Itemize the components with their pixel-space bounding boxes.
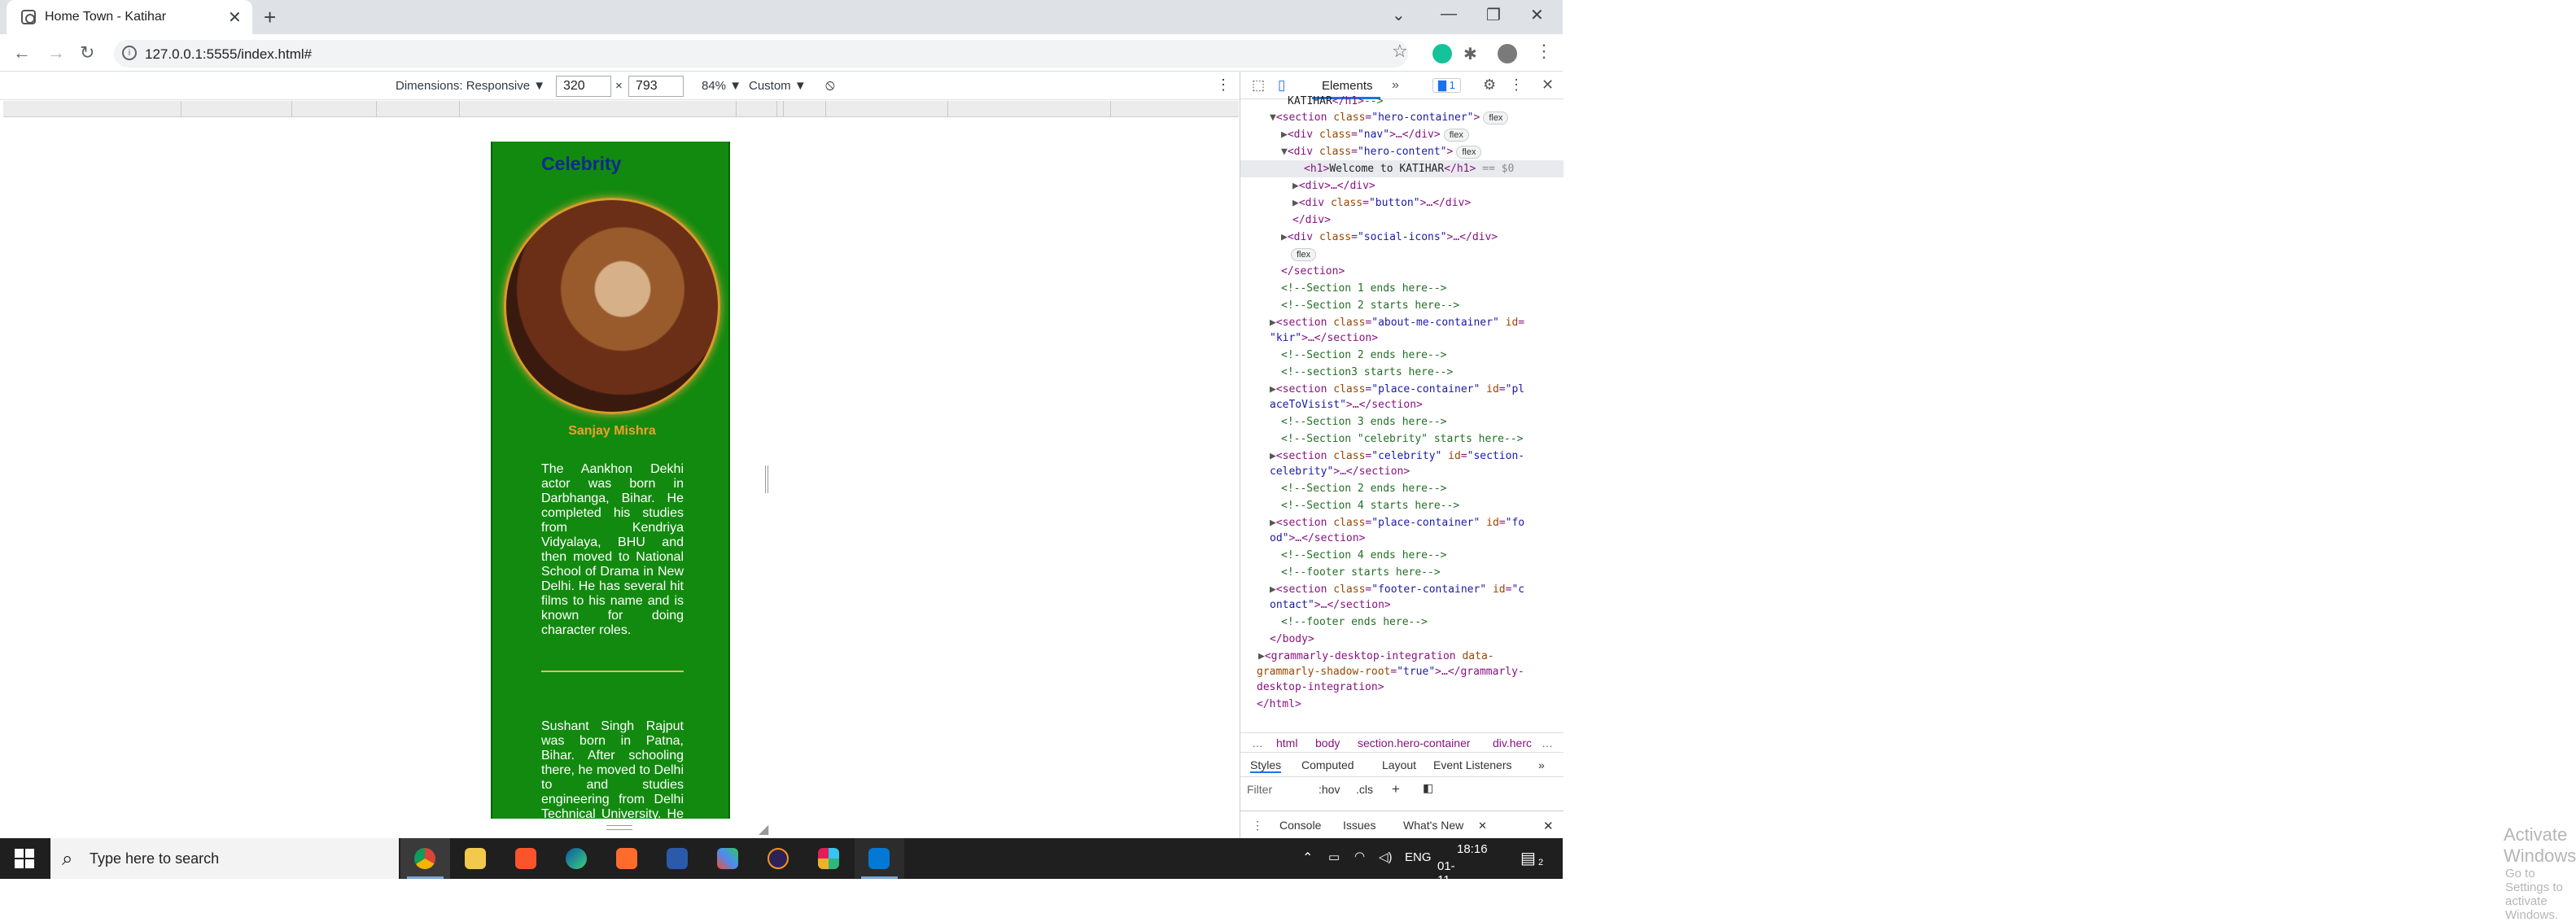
back-icon[interactable]: ← — [13, 42, 31, 63]
profile-avatar[interactable] — [1498, 44, 1517, 63]
viewport-resize-handle-right[interactable] — [765, 465, 768, 493]
computed-sidebar-toggle-icon[interactable]: ◧ — [1423, 781, 1434, 794]
tab-elements[interactable]: Elements — [1322, 79, 1373, 93]
tab-event-listeners[interactable]: Event Listeners — [1433, 758, 1512, 771]
dom-node[interactable]: ▶<div class="button">…</div> — [1292, 197, 1472, 209]
dom-node[interactable]: ▶<section class="place-container" id="pl — [1270, 383, 1525, 395]
settings-gear-icon[interactable]: ⚙ — [1483, 76, 1497, 93]
breadcrumb-item[interactable]: section.hero-container — [1358, 736, 1471, 749]
device-toggle-icon[interactable]: ▯ — [1278, 77, 1286, 93]
site-info-icon[interactable]: i — [122, 46, 137, 60]
dom-node[interactable]: </section> — [1281, 265, 1345, 277]
tab-whats-new[interactable]: What's New — [1403, 819, 1464, 832]
close-whats-new-icon[interactable]: ✕ — [1478, 819, 1487, 832]
dom-node[interactable]: </html> — [1257, 698, 1301, 710]
new-style-rule-icon[interactable]: + — [1392, 781, 1400, 797]
minimize-icon[interactable]: — — [1441, 5, 1457, 23]
close-tab-icon[interactable]: ✕ — [228, 9, 242, 27]
dom-node[interactable]: ▶<section class="celebrity" id="section- — [1270, 450, 1525, 462]
devtools-close-icon[interactable]: ✕ — [1542, 76, 1555, 93]
bracket-app-taskbar-icon[interactable] — [602, 838, 652, 879]
notification-count: 2 — [1538, 858, 1544, 867]
dom-node-selected[interactable]: <h1>Welcome to KATIHAR</h1> == $0 — [1240, 160, 1564, 177]
devtools-menu-icon[interactable]: ⋮ — [1509, 76, 1524, 93]
dom-node[interactable]: ▶<section class="footer-container" id="c — [1270, 583, 1525, 596]
tab-layout[interactable]: Layout — [1382, 758, 1417, 771]
dom-node[interactable]: </div> — [1292, 214, 1331, 226]
dom-node[interactable]: ▶<div class="nav">…</div> flex — [1240, 126, 1564, 143]
windows-start-icon[interactable] — [15, 849, 34, 868]
bookmark-star-icon[interactable]: ☆ — [1392, 41, 1408, 61]
grammarly-extension-icon[interactable] — [1432, 44, 1452, 63]
notification-icon[interactable]: ▤ — [1520, 850, 1536, 867]
tab-computed[interactable]: Computed — [1301, 758, 1354, 771]
git-taskbar-icon[interactable] — [703, 838, 753, 879]
times-symbol: × — [615, 79, 623, 93]
watermark-title: Activate Windows — [2504, 824, 2576, 866]
tab-issues[interactable]: Issues — [1343, 819, 1376, 832]
viewport-resize-handle-bottom[interactable] — [606, 825, 632, 830]
search-icon: ⌕ — [62, 848, 73, 870]
clock-time[interactable]: 18:16 — [1457, 842, 1488, 856]
forward-icon[interactable]: → — [47, 42, 65, 63]
media-query-ruler[interactable] — [3, 101, 1239, 117]
issues-badge[interactable]: ▇ 1 — [1432, 78, 1461, 93]
styles-tabs — [1240, 752, 1564, 776]
dom-node[interactable]: ▶<div>…</div> — [1292, 180, 1375, 192]
section-heading: Celebrity — [541, 153, 622, 174]
dom-node[interactable]: ▶<section class="place-container" id="fo — [1270, 517, 1525, 529]
celebrity-name: Sanjay Mishra — [568, 424, 656, 438]
window-close-icon[interactable]: ✕ — [1530, 7, 1544, 24]
watermark-subtitle: Go to Settings to activate Windows. — [2505, 867, 2563, 922]
emulated-viewport — [483, 140, 758, 836]
breadcrumb-item[interactable]: div.herc — [1493, 736, 1532, 749]
device-toolbar-menu-icon[interactable]: ⋮ — [1216, 76, 1231, 93]
dom-node[interactable]: ▶<section class="about-me-container" id= — [1270, 317, 1525, 329]
viewport-height-input[interactable] — [628, 76, 684, 97]
eclipse-taskbar-icon[interactable] — [754, 838, 803, 879]
slack-taskbar-icon[interactable] — [804, 838, 854, 879]
dom-node[interactable]: ▼<section class="hero-container"> flex — [1240, 109, 1564, 126]
restore-icon[interactable]: ❐ — [1486, 7, 1501, 24]
close-drawer-icon[interactable]: ✕ — [1543, 819, 1554, 833]
clock-date[interactable]: 01-11-2021 — [1437, 859, 1465, 901]
cls-toggle[interactable]: .cls — [1356, 783, 1373, 796]
celebrity-bio: The Aankhon Dekhi actor was born in Darbhanga, Bihar. He completed his studies from Kendriya Vidyalaya, BHU and then moved to National School of Drama in New Delhi. He has several hit films to his name and is known for doing character roles. — [541, 462, 684, 637]
edge-taskbar-icon[interactable] — [552, 838, 601, 879]
viewport-resize-corner-icon[interactable]: ◢ — [759, 823, 769, 837]
styles-filter-bar — [1240, 776, 1564, 801]
tab-title: Home Town - Katihar — [45, 10, 167, 24]
issues-count: 1 — [1449, 79, 1455, 91]
dom-node[interactable]: ▶<grammarly-desktop-integration data- — [1258, 650, 1494, 662]
breadcrumb-item[interactable]: body — [1315, 736, 1340, 749]
browser-tab[interactable] — [7, 0, 252, 34]
device-toolbar — [0, 72, 1240, 100]
rotate-icon[interactable]: ⦸ — [825, 76, 835, 93]
dom-node[interactable]: </body> — [1270, 633, 1314, 645]
file-explorer-taskbar-icon[interactable] — [451, 838, 501, 879]
devtools-drawer-tabs — [1240, 811, 1564, 838]
tab-console[interactable]: Console — [1279, 819, 1322, 832]
browser-tab-bar — [0, 0, 1563, 34]
celebrity-bio: Sushant Singh Rajput was born in Patna, Bihar. After schooling there, he moved to Delhi to and studies engineering from Delhi Technical University. He left — [541, 719, 684, 836]
tab-styles[interactable]: Styles — [1250, 758, 1282, 771]
address-toolbar — [0, 34, 1563, 72]
zoom-dropdown[interactable]: 84% ▼ — [702, 79, 742, 93]
dom-node[interactable]: ▶<div class="social-icons">…</div> — [1281, 231, 1498, 243]
browser-menu-icon[interactable]: ⋮ — [1535, 41, 1553, 61]
show-hidden-icons-icon[interactable]: ⌃ — [1302, 851, 1314, 865]
url-text[interactable]: 127.0.0.1:5555/index.html# — [145, 46, 313, 62]
activate-windows-watermark — [2504, 824, 2576, 922]
extensions-puzzle-icon[interactable]: ✱ — [1463, 46, 1477, 63]
celebrity-section — [491, 142, 730, 836]
celebrity-photo — [504, 198, 720, 414]
wifi-icon[interactable]: ◠ — [1354, 850, 1366, 863]
filter-input[interactable]: Filter — [1247, 783, 1273, 796]
new-tab-button[interactable]: + — [264, 5, 277, 29]
breadcrumb: … html body section.hero-container div.herc … — [1240, 732, 1564, 752]
section-divider — [541, 671, 684, 672]
windows-taskbar — [0, 838, 1563, 901]
taskbar-search-box[interactable] — [50, 838, 399, 879]
dimensions-dropdown[interactable]: Dimensions: Responsive ▼ — [396, 79, 546, 93]
inspect-element-icon[interactable]: ⬚ — [1252, 77, 1266, 93]
volume-icon[interactable]: ◁) — [1379, 850, 1393, 864]
site-favicon-icon — [21, 10, 36, 24]
dom-node[interactable]: ▼<div class="hero-content"> flex — [1240, 143, 1564, 160]
more-style-tabs-icon[interactable]: » — [1538, 758, 1545, 771]
reload-icon[interactable]: ↻ — [80, 42, 95, 63]
breadcrumb-item[interactable]: html — [1276, 736, 1298, 749]
tab-search-icon[interactable]: ⌄ — [1392, 7, 1406, 24]
more-tabs-icon[interactable]: » — [1392, 78, 1399, 92]
chrome-taskbar-icon[interactable] — [400, 838, 450, 879]
brave-taskbar-icon[interactable] — [501, 838, 551, 879]
powershell-taskbar-icon[interactable] — [653, 838, 702, 879]
hov-toggle[interactable]: :hov — [1319, 783, 1340, 796]
search-placeholder: Type here to search — [90, 850, 220, 867]
throttle-dropdown[interactable]: Custom ▼ — [749, 79, 807, 93]
battery-icon[interactable]: ▭ — [1328, 850, 1340, 864]
omnibox[interactable] — [114, 40, 1408, 68]
dom-tree: KATIHAR</h1>--> ▼<section class="hero-container"> flex ▶<div class="nav">…</div> flex ▼<div class="hero-content"> flex <h1>Welcome to KATIHAR</h1> == $0 ▶<div>…</div> ▶<div class="button">…</div> </div> ▶<div class="social-icons">…</div> flex </section> <!--Section 1 ends here--> <!--Section 2 starts here--> ▶<section class="about-me-container" id= "kir">…</section> <!--Section 2 ends here--> <!--section3 starts here--> ▶<section class="place-container" id="pl aceToVisist">…</section> <!--Section 3 ends here--> <!--Section "celebrity" starts here--> ▶<section class="celebrity" id="section- celebrity">…</section> <!--Section 2 ends here--> <!--Section 4 starts here--> ▶<section class="place-container" id="fo od">…</section> <!--Section 4 ends here--> <!--footer starts here--> ▶<section class="footer-container" id="c ontact">…</section> <!--footer ends here--> </body> ▶<grammarly-desktop-integration data- grammarly-shadow-root="true">…</grammarly- desktop-integration> </html> — [1240, 99, 1564, 732]
viewport-width-input[interactable] — [556, 76, 611, 97]
drawer-menu-icon[interactable]: ⋮ — [1252, 819, 1263, 832]
language-indicator[interactable]: ENG — [1405, 850, 1432, 864]
vscode-taskbar-icon[interactable] — [855, 838, 904, 879]
